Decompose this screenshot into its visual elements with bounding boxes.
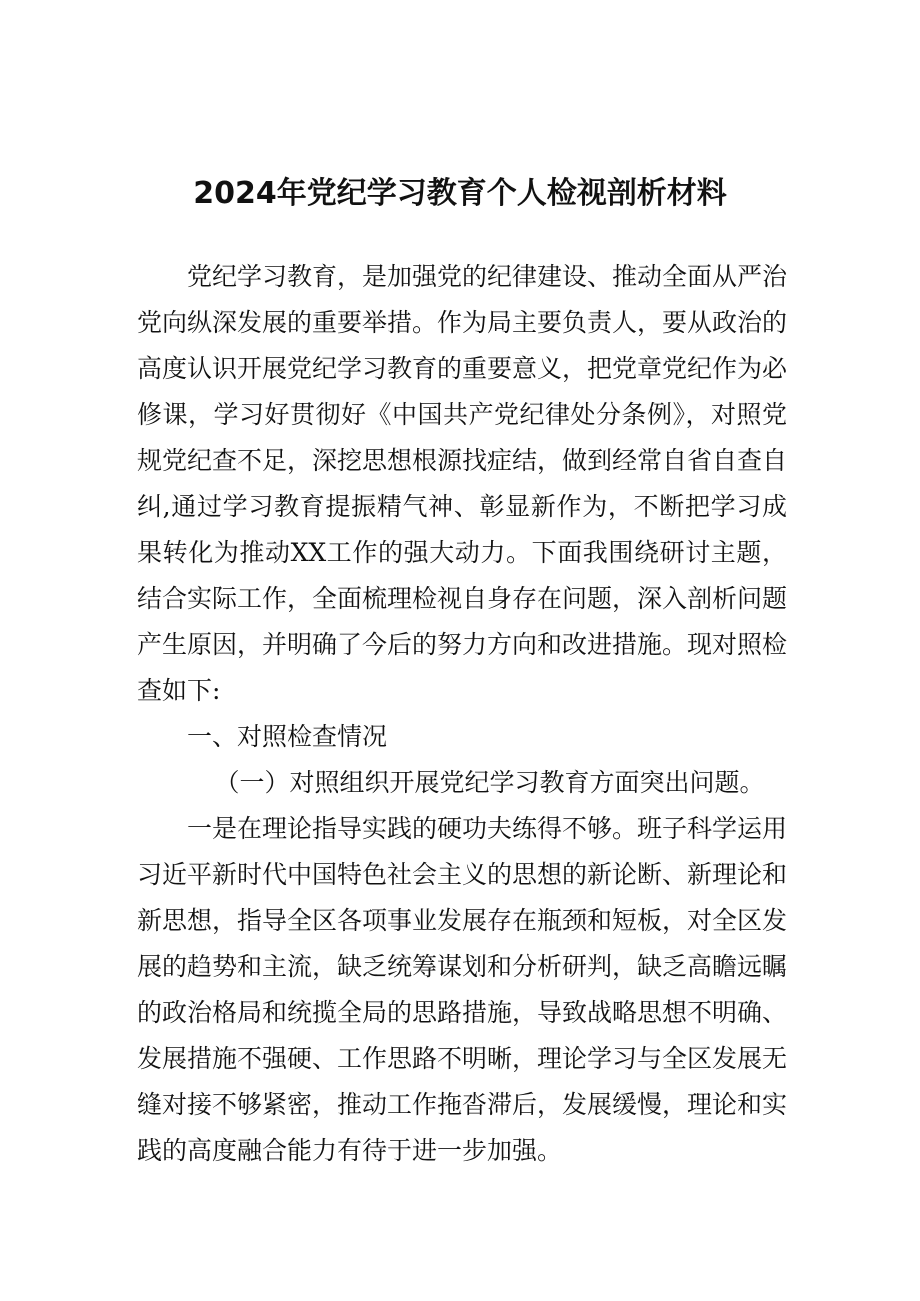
- intro-paragraph: 党纪学习教育，是加强党的纪律建设、推动全面从严治党向纵深发展的重要举措。作为局主要负责人，要从政治的高度认识开展党纪学习教育的重要意义，把党章党纪作为必修课，学习好贯彻好《中国共产党纪律处分条例》，对照党规党纪查不足，深挖思想根源找症结，做到经常自省自查自纠,通过学习教育提振精气神、彰显新作为，不断把学习成果转化为推动XX工作的强大动力。下面我围绕研讨主题，结合实际工作，全面梳理检视自身存在问题，深入剖析问题产生原因，并明确了今后的努力方向和改进措施。现对照检查如下:: [137, 262, 788, 705]
- subsection-heading-organizing-education: （一）对照组织开展党纪学习教育方面突出问题。: [214, 768, 765, 797]
- section-heading-comparison-check: 一、对照检查情况: [187, 722, 388, 751]
- document-title: 2024年党纪学习教育个人检视剖析材料: [193, 176, 727, 211]
- document-body: [137, 254, 787, 1174]
- point-one-paragraph: 一是在理论指导实践的硬功夫练得不够。班子科学运用习近平新时代中国特色社会主义的思想的新论断、新理论和新思想，指导全区各项事业发展存在瓶颈和短板，对全区发展的趋势和主流，缺乏统筹谋划和分析研判，缺乏高瞻远瞩的政治格局和统揽全局的思路措施，导致战略思想不明确、发展措施不强硬、工作思路不明晰，理论学习与全区发展无缝对接不够紧密，推动工作拖沓滞后，发展缓慢，理论和实践的高度融合能力有待于进一步加强。: [137, 814, 788, 1165]
